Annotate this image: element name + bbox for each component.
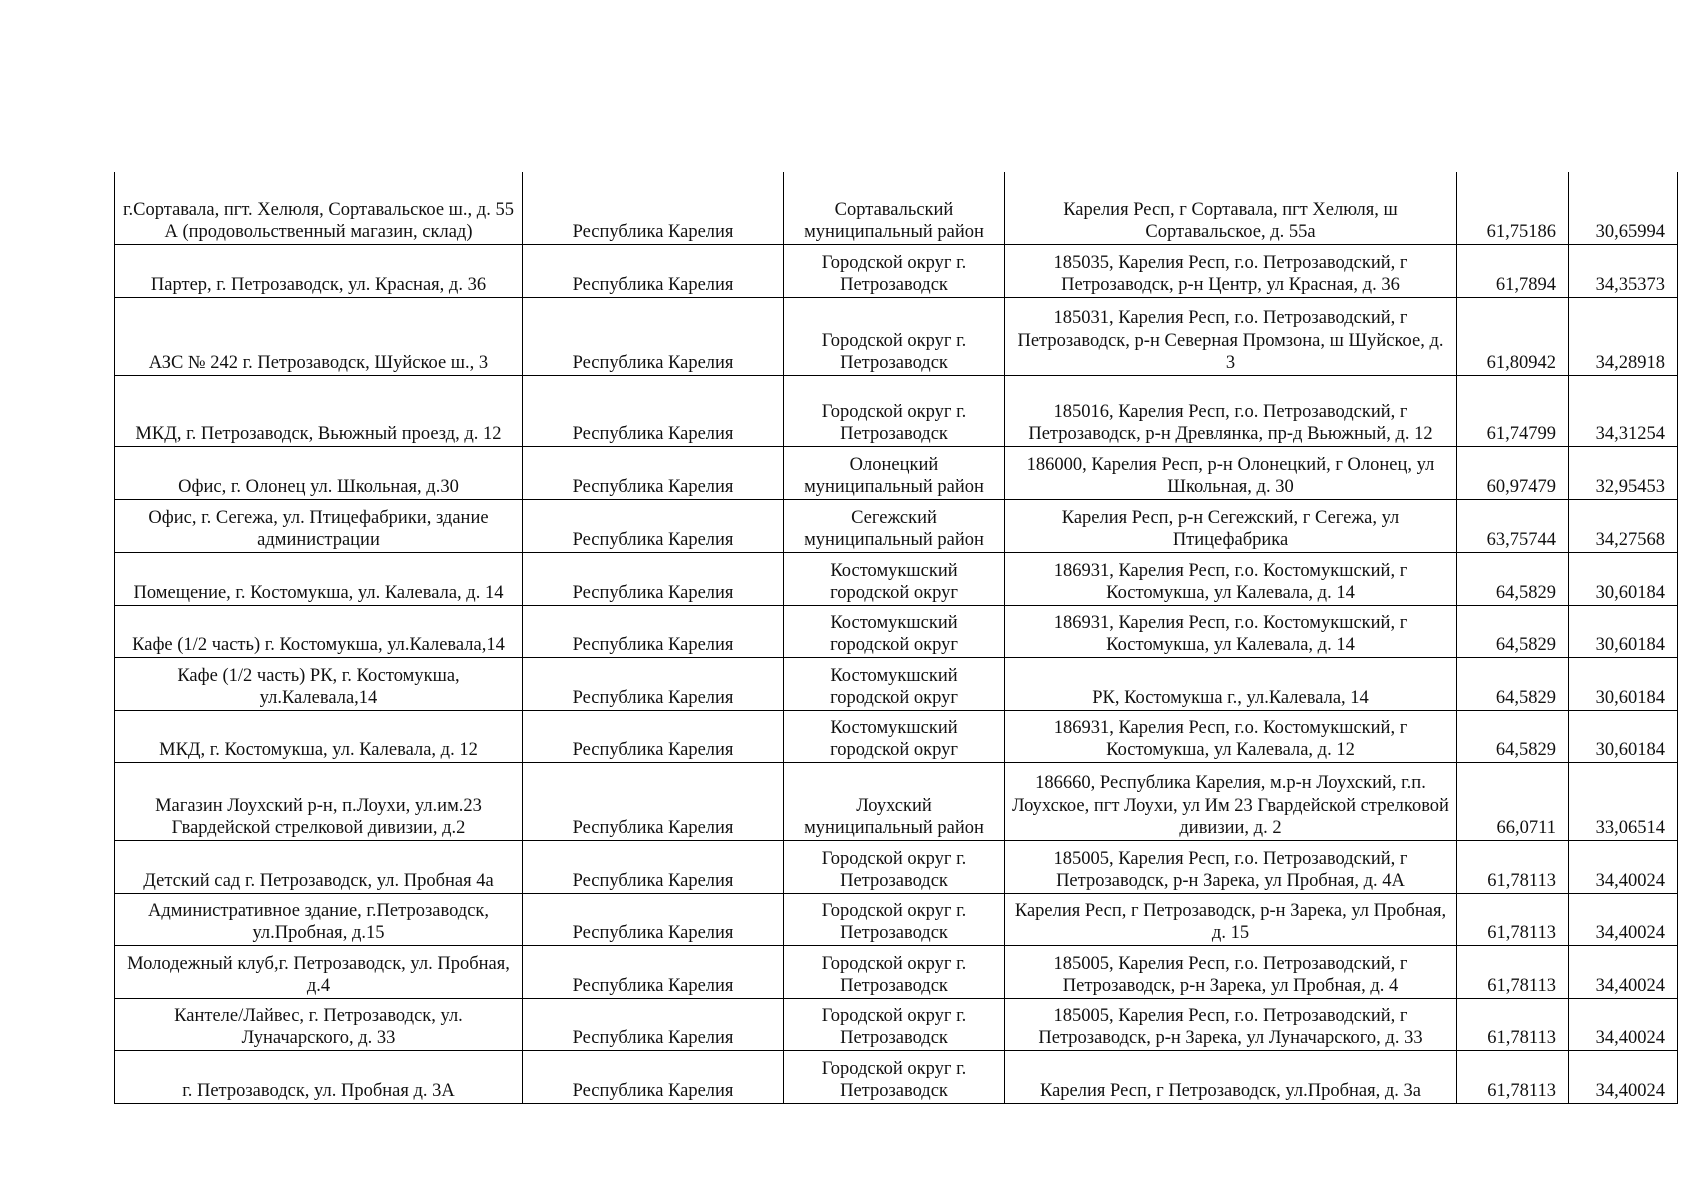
object-name-cell: Партер, г. Петрозаводск, ул. Красная, д. 36	[115, 244, 523, 297]
table-row	[115, 945, 1678, 998]
region-cell: Республика Карелия	[523, 945, 784, 998]
municipality-cell: Олонецкий муниципальный район	[784, 446, 1005, 499]
address-cell: 185031, Карелия Респ, г.о. Петрозаводский, г Петрозаводск, р-н Северная Промзона, ш Шуйское, д. 3	[1005, 297, 1457, 375]
longitude-cell: 34,40024	[1569, 840, 1678, 893]
municipality-cell: Городской округ г. Петрозаводск	[784, 1050, 1005, 1103]
longitude-cell: 30,65994	[1569, 172, 1678, 244]
address-cell: Карелия Респ, г Петрозаводск, р-н Зарека, ул Пробная, д. 15	[1005, 893, 1457, 945]
object-name-cell: Помещение, г. Костомукша, ул. Калевала, д. 14	[115, 552, 523, 605]
region-cell: Республика Карелия	[523, 1050, 784, 1103]
table-row	[115, 172, 1678, 244]
address-cell: 186931, Карелия Респ, г.о. Костомукшский, г Костомукша, ул Калевала, д. 14	[1005, 605, 1457, 657]
municipality-cell: Сегежский муниципальный район	[784, 499, 1005, 552]
region-cell: Республика Карелия	[523, 244, 784, 297]
table-row	[115, 893, 1678, 945]
table-row	[115, 244, 1678, 297]
object-name-cell: Офис, г. Сегежа, ул. Птицефабрики, здание администрации	[115, 499, 523, 552]
municipality-cell: Городской округ г. Петрозаводск	[784, 893, 1005, 945]
object-name-cell: МКД, г. Петрозаводск, Вьюжный проезд, д. 12	[115, 375, 523, 446]
region-cell: Республика Карелия	[523, 605, 784, 657]
longitude-cell: 34,35373	[1569, 244, 1678, 297]
municipality-cell: Костомукшский городской округ	[784, 605, 1005, 657]
longitude-cell: 30,60184	[1569, 657, 1678, 710]
longitude-cell: 30,60184	[1569, 552, 1678, 605]
table-row	[115, 499, 1678, 552]
object-name-cell: МКД, г. Костомукша, ул. Калевала, д. 12	[115, 710, 523, 762]
longitude-cell: 32,95453	[1569, 446, 1678, 499]
object-name-cell: Кантеле/Лайвес, г. Петрозаводск, ул. Луначарского, д. 33	[115, 998, 523, 1050]
longitude-cell: 34,31254	[1569, 375, 1678, 446]
latitude-cell: 64,5829	[1457, 605, 1569, 657]
object-name-cell: Магазин Лоухский р-н, п.Лоухи, ул.им.23 Гвардейской стрелковой дивизии, д.2	[115, 762, 523, 840]
region-cell: Республика Карелия	[523, 552, 784, 605]
latitude-cell: 61,78113	[1457, 998, 1569, 1050]
region-cell: Республика Карелия	[523, 657, 784, 710]
region-cell: Республика Карелия	[523, 710, 784, 762]
address-cell: Карелия Респ, р-н Сегежский, г Сегежа, ул Птицефабрика	[1005, 499, 1457, 552]
longitude-cell: 34,40024	[1569, 998, 1678, 1050]
object-name-cell: Административное здание, г.Петрозаводск, ул.Пробная, д.15	[115, 893, 523, 945]
region-cell: Республика Карелия	[523, 499, 784, 552]
table-row	[115, 552, 1678, 605]
longitude-cell: 34,40024	[1569, 1050, 1678, 1103]
latitude-cell: 61,74799	[1457, 375, 1569, 446]
region-cell: Республика Карелия	[523, 375, 784, 446]
region-cell: Республика Карелия	[523, 446, 784, 499]
latitude-cell: 60,97479	[1457, 446, 1569, 499]
latitude-cell: 61,78113	[1457, 1050, 1569, 1103]
table-row	[115, 375, 1678, 446]
table-row	[115, 657, 1678, 710]
table-row	[115, 297, 1678, 375]
address-cell: 185035, Карелия Респ, г.о. Петрозаводский, г Петрозаводск, р-н Центр, ул Красная, д. 36	[1005, 244, 1457, 297]
latitude-cell: 61,78113	[1457, 840, 1569, 893]
longitude-cell: 30,60184	[1569, 710, 1678, 762]
address-cell: 186000, Карелия Респ, р-н Олонецкий, г Олонец, ул Школьная, д. 30	[1005, 446, 1457, 499]
address-cell: Карелия Респ, г Сортавала, пгт Хелюля, ш Сортавальское, д. 55а	[1005, 172, 1457, 244]
address-cell: 185005, Карелия Респ, г.о. Петрозаводский, г Петрозаводск, р-н Зарека, ул Луначарского, д. 33	[1005, 998, 1457, 1050]
municipality-cell: Городской округ г. Петрозаводск	[784, 840, 1005, 893]
municipality-cell: Лоухский муниципальный район	[784, 762, 1005, 840]
object-name-cell: г.Сортавала, пгт. Хелюля, Сортавальское ш., д. 55 А (продовольственный магазин, склад)	[115, 172, 523, 244]
object-name-cell: Детский сад г. Петрозаводск, ул. Пробная 4а	[115, 840, 523, 893]
table-row	[115, 998, 1678, 1050]
latitude-cell: 61,78113	[1457, 945, 1569, 998]
municipality-cell: Городской округ г. Петрозаводск	[784, 998, 1005, 1050]
locations-table	[114, 172, 1678, 1104]
latitude-cell: 61,7894	[1457, 244, 1569, 297]
address-cell: 186660, Республика Карелия, м.р-н Лоухский, г.п. Лоухское, пгт Лоухи, ул Им 23 Гвардейской стрелковой дивизии, д. 2	[1005, 762, 1457, 840]
latitude-cell: 63,75744	[1457, 499, 1569, 552]
latitude-cell: 64,5829	[1457, 552, 1569, 605]
latitude-cell: 66,0711	[1457, 762, 1569, 840]
table-row	[115, 446, 1678, 499]
longitude-cell: 30,60184	[1569, 605, 1678, 657]
table-row	[115, 605, 1678, 657]
address-cell: 186931, Карелия Респ, г.о. Костомукшский, г Костомукша, ул Калевала, д. 12	[1005, 710, 1457, 762]
object-name-cell: Кафе (1/2 часть) г. Костомукша, ул.Калевала,14	[115, 605, 523, 657]
region-cell: Республика Карелия	[523, 762, 784, 840]
table-row	[115, 762, 1678, 840]
object-name-cell: г. Петрозаводск, ул. Пробная д. 3А	[115, 1050, 523, 1103]
address-cell: 186931, Карелия Респ, г.о. Костомукшский, г Костомукша, ул Калевала, д. 14	[1005, 552, 1457, 605]
longitude-cell: 33,06514	[1569, 762, 1678, 840]
latitude-cell: 64,5829	[1457, 710, 1569, 762]
locations-table-body	[115, 172, 1678, 1103]
region-cell: Республика Карелия	[523, 998, 784, 1050]
address-cell: Карелия Респ, г Петрозаводск, ул.Пробная, д. 3а	[1005, 1050, 1457, 1103]
object-name-cell: АЗС № 242 г. Петрозаводск, Шуйское ш., 3	[115, 297, 523, 375]
region-cell: Республика Карелия	[523, 172, 784, 244]
municipality-cell: Городской округ г. Петрозаводск	[784, 945, 1005, 998]
object-name-cell: Офис, г. Олонец ул. Школьная, д.30	[115, 446, 523, 499]
longitude-cell: 34,28918	[1569, 297, 1678, 375]
address-cell: 185005, Карелия Респ, г.о. Петрозаводский, г Петрозаводск, р-н Зарека, ул Пробная, д. 4А	[1005, 840, 1457, 893]
region-cell: Республика Карелия	[523, 297, 784, 375]
address-cell: РК, Костомукша г., ул.Калевала, 14	[1005, 657, 1457, 710]
address-cell: 185005, Карелия Респ, г.о. Петрозаводский, г Петрозаводск, р-н Зарека, ул Пробная, д. 4	[1005, 945, 1457, 998]
municipality-cell: Сортавальский муниципальный район	[784, 172, 1005, 244]
latitude-cell: 64,5829	[1457, 657, 1569, 710]
longitude-cell: 34,40024	[1569, 893, 1678, 945]
longitude-cell: 34,27568	[1569, 499, 1678, 552]
municipality-cell: Городской округ г. Петрозаводск	[784, 297, 1005, 375]
municipality-cell: Костомукшский городской округ	[784, 552, 1005, 605]
municipality-cell: Городской округ г. Петрозаводск	[784, 244, 1005, 297]
municipality-cell: Костомукшский городской округ	[784, 710, 1005, 762]
table-row	[115, 1050, 1678, 1103]
region-cell: Республика Карелия	[523, 840, 784, 893]
municipality-cell: Костомукшский городской округ	[784, 657, 1005, 710]
latitude-cell: 61,80942	[1457, 297, 1569, 375]
object-name-cell: Кафе (1/2 часть) РК, г. Костомукша, ул.Калевала,14	[115, 657, 523, 710]
table-row	[115, 710, 1678, 762]
object-name-cell: Молодежный клуб,г. Петрозаводск, ул. Пробная, д.4	[115, 945, 523, 998]
latitude-cell: 61,75186	[1457, 172, 1569, 244]
latitude-cell: 61,78113	[1457, 893, 1569, 945]
table-row	[115, 840, 1678, 893]
municipality-cell: Городской округ г. Петрозаводск	[784, 375, 1005, 446]
address-cell: 185016, Карелия Респ, г.о. Петрозаводский, г Петрозаводск, р-н Древлянка, пр-д Вьюжный, д. 12	[1005, 375, 1457, 446]
longitude-cell: 34,40024	[1569, 945, 1678, 998]
region-cell: Республика Карелия	[523, 893, 784, 945]
